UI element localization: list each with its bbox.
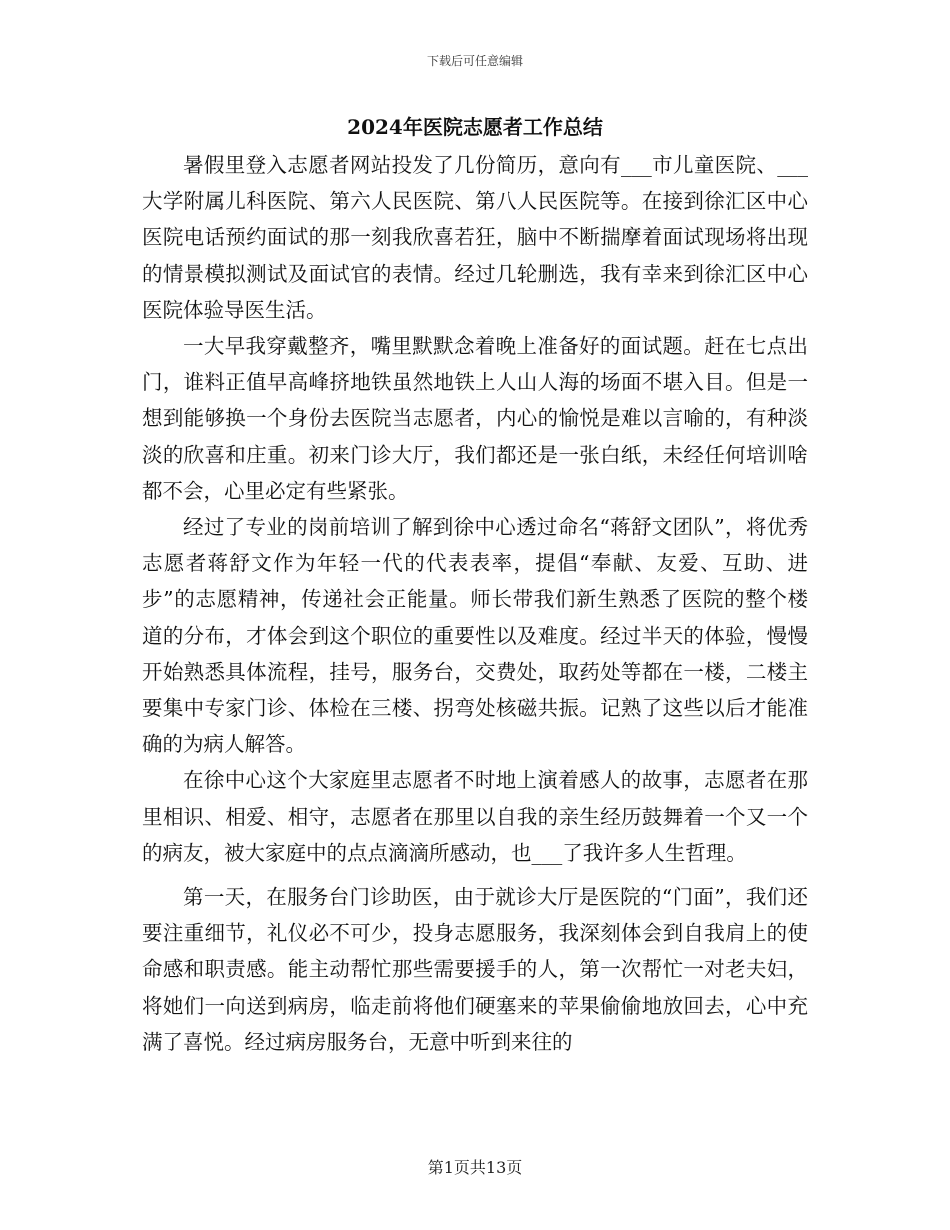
header-note: 下载后可任意编辑 <box>426 54 523 68</box>
paragraph-3: 经过了专业的岗前培训了解到徐中心透过命名“蒋舒文团队”，将优秀志愿者蒋舒文作为年轻一代的代表表率，提倡“奉献、友爱、互助、进步”的志愿精神，传递社会正能量。师长带我们新生熟悉了医院的整个楼道的分布，才体会到这个职位的重要性以及难度。经过半天的体验，慢慢开始熟悉具体流程，挂号，服务台，交费处，取药处等都在一楼，二楼主要集中专家门诊、体检在三楼、拐弯处核磁共振。记熟了这些以后才能准确的为病人解答。 <box>142 515 808 757</box>
paragraph-2: 一大早我穿戴整齐，嘴里默默念着晚上准备好的面试题。赶在七点出门，谁料正值早高峰挤地铁虽然地铁上人山人海的场面不堪入目。但是一想到能够换一个身份去医院当志愿者，内心的愉悦是难以言喻的，有种淡淡的欣喜和庄重。初来门诊大厅，我们都还是一张白纸，未经任何培训啥都不会，心里必定有些紧张。 <box>142 334 808 503</box>
document-title: 2024年医院志愿者工作总结 <box>347 115 603 139</box>
page-number: 第1页共13页 <box>427 1158 523 1177</box>
paragraph-4: 在徐中心这个大家庭里志愿者不时地上演着感人的故事，志愿者在那里相识、相爱、相守，志愿者在那里以自我的亲生经历鼓舞着一个又一个的病友，被大家庭中的点点滴滴所感动，也___了我许多人生哲理。 <box>142 768 808 865</box>
paragraph-1: 暑假里登入志愿者网站投发了几份简历，意向有___市儿童医院、___大学附属儿科医院、第六人民医院、第八人民医院等。在接到徐汇区中心医院电话预约面试的那一刻我欣喜若狂，脑中不断揣摩着面试现场将出现的情景模拟测试及面试官的表情。经过几轮删选，我有幸来到徐汇区中心医院体验导医生活。 <box>142 153 808 322</box>
paragraph-5: 第一天，在服务台门诊助医，由于就诊大厅是医院的“门面”，我们还要注重细节，礼仪必不可少，投身志愿服务，我深刻体会到自我肩上的使命感和职责感。能主动帮忙那些需要援手的人，第一次帮忙一对老夫妇，将她们一向送到病房，临走前将他们硬塞来的苹果偷偷地放回去，心中充满了喜悦。经过病房服务台，无意中听到来往的 <box>142 885 808 1054</box>
document-body <box>142 147 808 1060</box>
